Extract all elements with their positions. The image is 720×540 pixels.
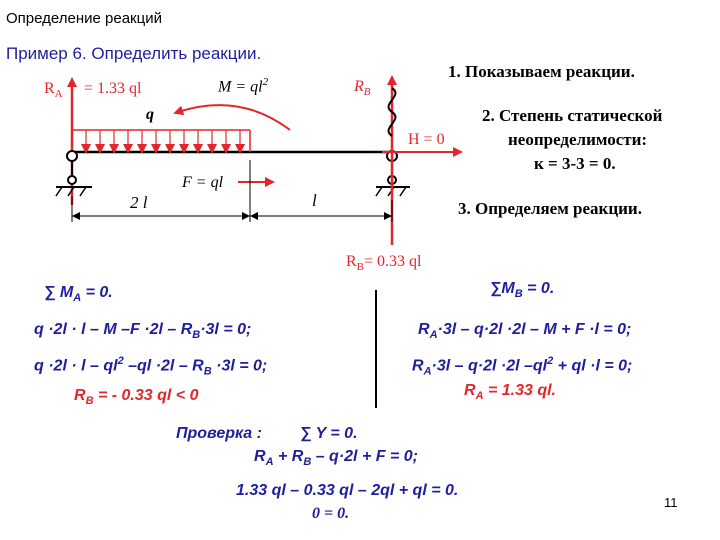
q-label: q [146,106,154,123]
distributed-load [72,130,250,152]
moment-arrow [178,105,290,130]
moment-label: $M = ql^2$ [218,76,269,96]
check-eq-3: 0 = 0. [312,505,350,522]
right-eq-1: $R_A\cdot 3l - q\cdot 2l \cdot 2l - M + F \cdot l = 0$; [418,321,632,342]
sum-ma: ∑ $M_A = 0$. [44,284,113,305]
dimension-lines [72,160,392,222]
right-result: $R_A = 1.33$ ql. [464,382,556,403]
support-a [56,151,92,196]
left-eq-2: $q \cdot 2l \cdot l - ql^2$ $-ql \cdot 2l - R_B \cdot 3l = 0$; [34,355,268,378]
slide-subtitle: Пример 6. Определить реакции. [6,44,262,63]
check-sum-y: ∑ Y = 0. [300,425,358,442]
f-label: F = ql [182,174,224,191]
h-label: H = 0 [408,131,445,148]
ra-label: $R_A$ [44,80,63,101]
left-result: $R_B$ = - 0.33 ql < 0 [74,387,199,408]
span2-label: l [312,191,317,210]
page-number: 11 [664,495,678,510]
step-2-line-3: к = 3-3 = 0. [534,154,616,173]
sum-mb: $\sum M_B = 0$. [490,280,555,301]
span1-label: 2 l [130,193,148,212]
right-eq-2: $R_A\cdot 3l - q\cdot 2l \cdot 2l$ $-ql^2$ + ql ·l = 0; [412,355,633,378]
check-label: Проверка : [176,425,262,442]
left-eq-1: q ·2l · l – M $-F \cdot 2l - R_B\cdot 3l = 0$; [34,321,252,342]
step-3: 3. Определяем реакции. [458,199,642,218]
step-2-line-1: 2. Степень статической [482,106,663,125]
rb-label: $R_B$ [354,78,371,99]
rb-result: $R_B= 0.33$ ql [346,253,422,274]
check-eq-2: 1.33 ql – 0.33 ql – 2ql + ql = 0. [236,482,459,499]
step-2-line-2: неопределимости: [508,130,648,149]
check-eq-1: $R_A + R_B - q\cdot 2l + F = 0$; [254,448,418,469]
ra-value: = 1.33 ql [84,80,142,97]
step-1: 1. Показываем реакции. [448,62,635,81]
slide-title: Определение реакций [6,10,162,27]
